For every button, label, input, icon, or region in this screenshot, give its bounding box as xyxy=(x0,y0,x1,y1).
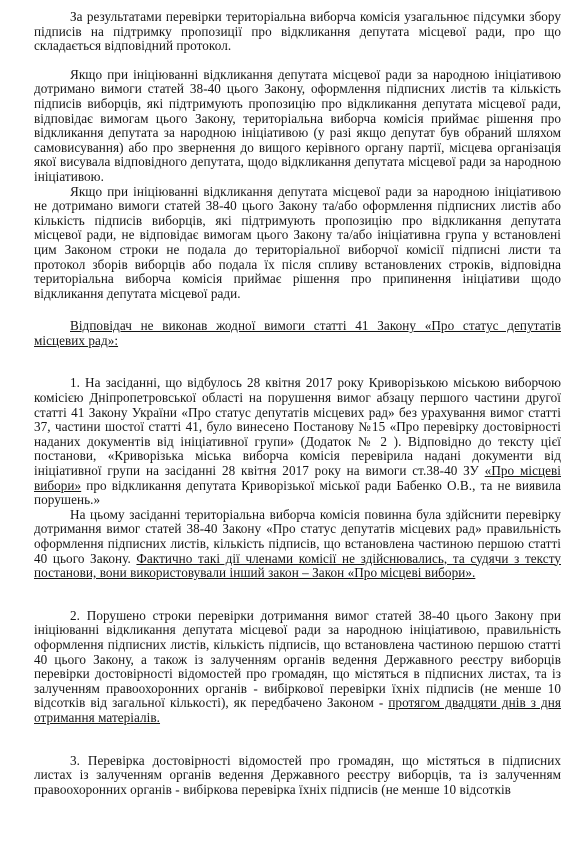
item-1-continuation xyxy=(34,508,561,581)
item-2-deadline: протягом двадцяти днів з дня отримання матеріалів. xyxy=(34,695,561,725)
section-heading: Відповідач не виконав жодної вимоги статті 41 Закону «Про статус депутатів місцевих рад»: xyxy=(34,318,561,348)
item-3-paragraph: 3. Перевірка достовірності відомостей про громадян, що містяться в підписних листах із залученням органів ведення Державного реєстру виборців, та із залученням правоохоронних органів - вибіркова перевірка їхніх підписів (не менше 10 відсотків xyxy=(34,752,561,797)
intro-paragraph-3: Якщо при ініціюванні відкликання депутата місцевої ради за народною ініціативою не дотримано вимоги статей 38-40 цього Закону та/або оформлення підписних листів або кількість підписів виборців, які підтримують пропозицію про відкликання депутата місцевої ради, не відповідає вимогам цього Закону та/або ініціативна група у встановлені цим Законом строки не подала до територіальної виборчої комісії підписні листи та протокол зборів виборців або подала їх після спливу встановлених строків, відповідна територіальна виборча комісія приймає рішення про припинення ініціативи щодо відкликання депутата місцевої ради. xyxy=(34,183,561,301)
intro-paragraph-2: Якщо при ініціюванні відкликання депутата місцевої ради за народною ініціативою дотримано вимоги статей 38-40 цього Закону, оформлення підписних листів та кількість підписів виборців, які підтримують пропозицію про відкликання депутата місцевої ради, відповідає вимогам цього Закону, територіальна виборча комісія приймає рішення про відкликання депутата за народною ініціативою (у разі якщо депутат був обраний шляхом самовисування) або про звернення до вищого керівного органу партії, місцева організація якої висувала відповідного депутата, щодо відкликання депутата місцевої ради за народною ініціативою. xyxy=(34,66,561,184)
item-1-continuation-text: На цьому засіданні територіальна виборча комісія повинна була здійснити перевірку дотримання вимог статей 38-40 Закону «Про статус депутатів місцевих рад» правильність оформлення підписних листів, кількість підписів, що встановлена частиною першою статті 40 цього Закону. xyxy=(34,506,561,566)
item-2-paragraph xyxy=(34,609,561,726)
item-1-text-end: про відкликання депутата Криворізької міської ради Бабенко О.В., та не виявила порушень.» xyxy=(34,477,561,508)
item-1-paragraph xyxy=(34,376,561,507)
item-2-text: 2. Порушено строки перевірки дотримання вимог статей 38-40 цього Закону при ініціюванні відкликання депутата місцевої ради за народною ініціативою, правильність оформлення підписних листів, кількість підписів, що встановлена частиною першою статті 40 цього Закону, а також із залученням органів ведення Державного реєстру виборців перевірки достовірності відомостей про громадян, що містяться в підписних листах, та із залученням правоохоронних органів - вибіркової перевірки їхніх підписів (не менше 10 відсотків від загальної кількості), як передбачено Законом - xyxy=(34,607,561,711)
item-1-finding: Фактично такі дії членами комісії не здійснювались, та судячи з тексту постанови, вони використовували інший закон – Закон «Про місцеві вибори». xyxy=(34,550,561,581)
item-1-law-reference: «Про місцеві вибори» xyxy=(34,463,561,493)
item-1-text: 1. На засіданні, що відбулось 28 квітня 2017 року Криворізькою міською виборчою комісією Дніпропетровської області на порушення вимог абзацу першого частини другої статті 41 Закону України «Про статус депутатів місцевих рад» без урахування вимог статті 37, частини шостої статті 41, було винесено Постанову №15 «Про перевірку достовірності наданих документів від ініціативної групи» (Додаток № 2 ). Відповідно до тексту цієї постанови, «Криворізька міська виборча комісія перевірила надані документи від ініціативної групи на засіданні 28 квітня 2017 року на вимоги ст.38-40 ЗУ xyxy=(34,375,561,479)
intro-paragraph-1: За результатами перевірки територіальна виборча комісія узагальнює підсумки збору підписів на підтримку пропозиції про відкликання депутата місцевої ради, про що складається відповідний протокол. xyxy=(34,9,561,54)
